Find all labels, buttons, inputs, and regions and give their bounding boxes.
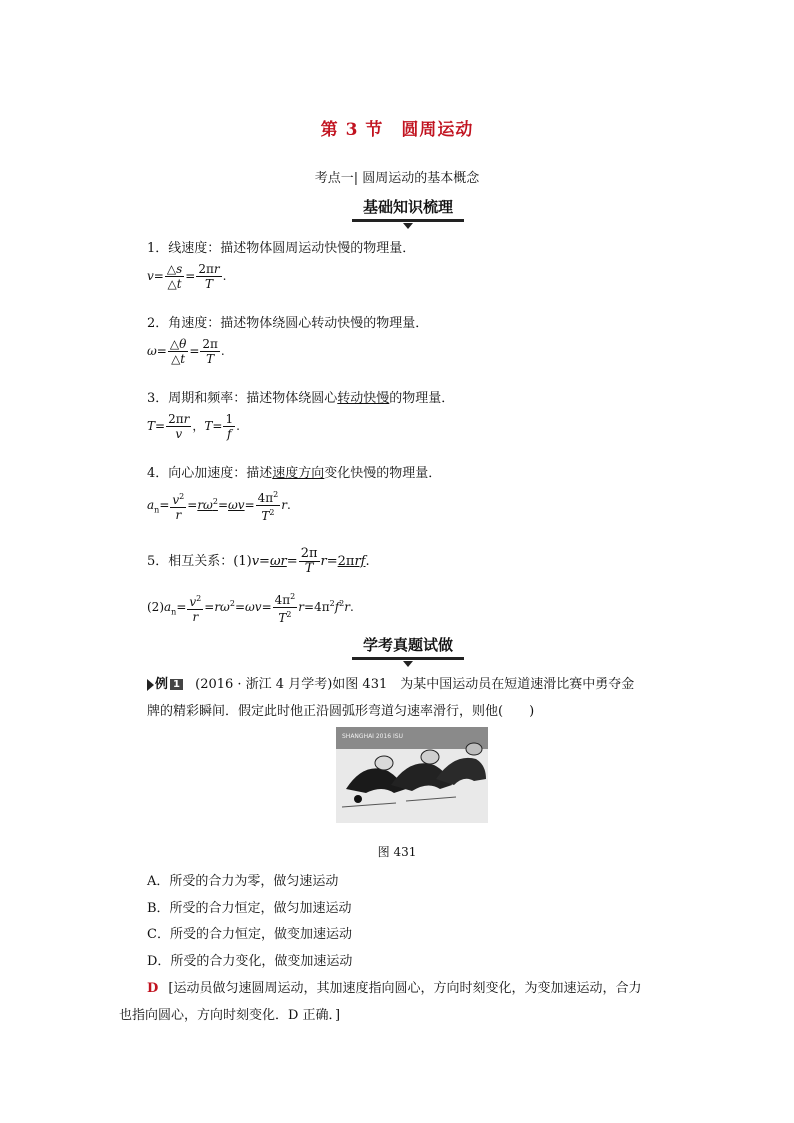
figure-caption: 图 431: [377, 845, 417, 859]
example-arrow-icon: [147, 679, 154, 691]
answer-explanation-2: 也指向圆心，方向时刻变化．D 正确．]: [119, 1008, 341, 1023]
item-angular-velocity: 2．角速度：描述物体绕圆心转动快慢的物理量．: [147, 316, 429, 331]
speed-skating-illustration: [336, 727, 488, 823]
item-5-text: 5．相互关系：(1): [147, 554, 252, 569]
formula-linear-velocity: v= $\frac{\triangle s}{\triangle t}$ = $\frac{2\pi r}{T}$ .: [147, 262, 227, 291]
option-b: B．所受的合力恒定，做匀加速运动: [147, 901, 352, 916]
item-linear-velocity: 1．线速度：描述物体圆周运动快慢的物理量．: [147, 241, 416, 256]
speed-skating-photo: [336, 727, 488, 823]
banner-basic-knowledge-label: 基础知识梳理: [362, 198, 453, 216]
item-3-text-b: 的物理量．: [389, 391, 455, 406]
section-name: 圆周运动: [401, 120, 474, 140]
item-3-text-a: 3．周期和频率：描述物体绕圆心: [147, 391, 338, 406]
banner-basic-knowledge: [352, 196, 464, 229]
example-question-line-2: 牌的精彩瞬间．假定此时他正沿圆弧形弯道匀速率滑行，则他( ): [147, 704, 535, 719]
formula-period: T= $\frac{2\pi r}{v}$ ，T= $\frac{1}{f}$ .: [147, 412, 240, 441]
item-3-underlined: 转动快慢: [337, 391, 390, 406]
banner-triangle-icon: [403, 223, 413, 229]
banner-underline: [352, 657, 464, 660]
kaodian-heading: 考点一| 圆周运动的基本概念: [314, 171, 480, 186]
item-4-underlined: 速度方向: [272, 466, 325, 481]
photo-banner-text: SHANGHAI 2016 ISU: [342, 733, 404, 740]
example-badge: [147, 673, 183, 692]
item-centripetal-acceleration: [147, 462, 441, 481]
formula-angular-velocity: ω= $\frac{\triangle\theta}{\triangle t}$ = $\frac{2\pi}{T}$ .: [147, 337, 225, 366]
banner-underline: [352, 219, 464, 222]
section-number: 第 3 节: [320, 120, 384, 140]
formula-relationships-2: $(2)a_n=$ $\frac{v^2}{r}$ $=r\omega^2=\omega v=$ $\frac{4\pi^2}{T^2}$ $r=4\pi^2f^2r$.: [147, 592, 354, 625]
item-period-frequency: [147, 387, 454, 406]
banner-triangle-icon: [403, 661, 413, 667]
option-d: D．所受的合力变化，做变加速运动: [147, 954, 353, 969]
answer-line-1: [147, 977, 642, 996]
section-title: [0, 115, 794, 140]
formula-centripetal-acceleration: $a_n=$ $\frac{v^2}{r}$ $=r\omega^2=\omega v=$ $\frac{4\pi^2}{T^2}$ r.: [147, 490, 291, 523]
example-badge-number: 1: [170, 679, 183, 690]
banner-exam-practice: [352, 634, 464, 667]
answer-letter: D: [147, 981, 159, 996]
item-4-text-b: 变化快慢的物理量．: [324, 466, 442, 481]
banner-exam-practice-label: 学考真题试做: [362, 636, 453, 654]
answer-explanation-1: [运动员做匀速圆周运动，其加速度指向圆心，方向时刻变化，为变加速运动，合力: [168, 981, 642, 996]
example-badge-label: 例: [155, 677, 169, 692]
example-line-1: [147, 673, 634, 692]
item-relationships: 5．相互关系：(1)v=ωr= $\frac{2\pi}{T}$ r=2πrf.: [147, 546, 370, 576]
item-4-text-a: 4．向心加速度：描述: [147, 466, 273, 481]
example-question-line-1: (2016 · 浙江 4 月学考)如图 431 为某中国运动员在短道速滑比赛中勇夺金: [195, 677, 635, 692]
option-c: C．所受的合力恒定，做变加速运动: [147, 927, 352, 942]
option-a: A．所受的合力为零，做匀速运动: [147, 874, 339, 889]
